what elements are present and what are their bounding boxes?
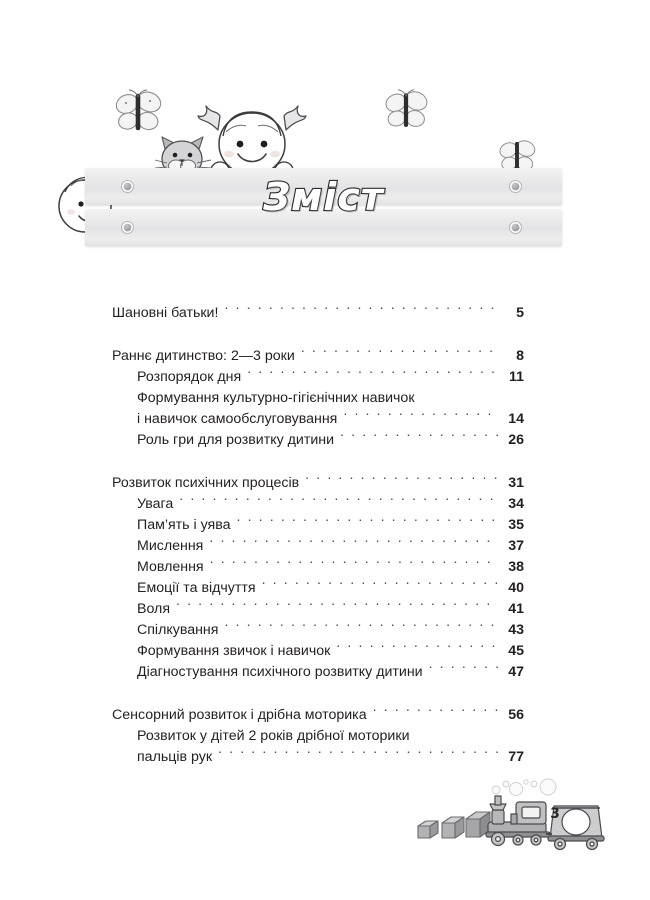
toc-entry-page: 8 xyxy=(516,348,524,364)
screw-icon xyxy=(510,181,521,192)
toc-section xyxy=(112,473,524,683)
screw-icon xyxy=(122,181,133,192)
toc-entry-label: Спілкування xyxy=(137,622,219,638)
toc-entry-label: Сенсорний розвиток і дрібна моторика xyxy=(112,707,367,723)
toc-entry-sub[interactable] xyxy=(112,515,524,536)
toc-entry-page: 77 xyxy=(508,749,524,765)
toc-entry-label: Розвиток у дітей 2 років дрібної моторики xyxy=(137,728,410,744)
title-board xyxy=(85,168,562,246)
table-of-contents xyxy=(112,303,524,768)
toc-entry-page: 38 xyxy=(508,559,524,575)
toc-dot-leader xyxy=(176,599,498,613)
toc-dot-leader xyxy=(224,620,498,634)
board-plank-bottom xyxy=(85,209,562,246)
toc-entry-sub[interactable] xyxy=(112,430,524,451)
toc-dot-leader xyxy=(416,726,499,740)
toc-entry-label: Розпорядок дня xyxy=(137,369,242,385)
toc-entry-label: Воля xyxy=(137,601,171,617)
header-illustration xyxy=(0,0,650,270)
toc-entry-sub[interactable] xyxy=(112,726,524,747)
toc-entry-label: Емоції та відчуття xyxy=(137,580,256,596)
toc-entry-sub[interactable] xyxy=(112,409,524,430)
toc-entry-label: Раннє дитинство: 2—3 роки xyxy=(112,348,295,364)
toc-dot-leader xyxy=(262,578,498,592)
toc-entry-page: 11 xyxy=(509,369,524,385)
toc-entry-page: 47 xyxy=(508,664,524,680)
page-title: Зміст xyxy=(263,175,384,219)
toc-entry-page: 41 xyxy=(508,601,524,617)
toc-dot-leader xyxy=(429,662,498,676)
toc-dot-leader xyxy=(340,430,498,444)
toc-entry-page: 35 xyxy=(508,517,524,533)
page-number: 3 xyxy=(550,806,560,822)
toc-entry-page: 37 xyxy=(508,538,524,554)
toc-entry-sub[interactable] xyxy=(112,747,524,768)
toc-dot-leader xyxy=(301,346,498,360)
toc-entry-label: Розвиток психічних процесів xyxy=(112,475,300,491)
toy-train-illustration xyxy=(410,778,610,853)
toc-entry-label: Діагностування психічного розвитку дитини xyxy=(137,664,423,680)
toc-entry-label: Мовлення xyxy=(137,559,204,575)
toc-entry-label: Формування звичок і навичок xyxy=(137,643,331,659)
toc-entry-page: 31 xyxy=(508,475,524,491)
toc-entry-page: 34 xyxy=(508,496,524,512)
toc-dot-leader xyxy=(237,515,499,529)
toc-entry-sub[interactable] xyxy=(112,557,524,578)
toc-entry-main[interactable] xyxy=(112,303,524,324)
toc-dot-leader xyxy=(343,409,498,423)
toc-entry-label: Шановні батьки! xyxy=(112,305,219,321)
toc-entry-page: 5 xyxy=(516,305,524,321)
toc-dot-leader xyxy=(209,536,498,550)
toc-section xyxy=(112,303,524,324)
toc-entry-label: Роль гри для розвитку дитини xyxy=(137,432,335,448)
toc-dot-leader xyxy=(373,705,498,719)
butterfly-icon xyxy=(380,88,432,136)
toc-dot-leader xyxy=(210,557,498,571)
toc-entry-label: Увага xyxy=(137,496,174,512)
toc-section xyxy=(112,346,524,451)
toc-entry-main[interactable] xyxy=(112,705,524,726)
toc-entry-sub[interactable] xyxy=(112,494,524,515)
toc-dot-leader xyxy=(218,747,498,761)
toc-entry-sub[interactable] xyxy=(112,367,524,388)
toc-dot-leader xyxy=(305,473,498,487)
board-plank-top xyxy=(85,168,562,205)
toc-entry-page: 26 xyxy=(508,432,524,448)
toc-dot-leader xyxy=(336,641,498,655)
toc-entry-sub[interactable] xyxy=(112,388,524,409)
toc-dot-leader xyxy=(179,494,498,508)
toc-entry-label: і навичок самообслуговування xyxy=(137,411,338,427)
toc-entry-page: 56 xyxy=(508,707,524,723)
toc-entry-page: 43 xyxy=(508,622,524,638)
toc-entry-main[interactable] xyxy=(112,346,524,367)
screw-icon xyxy=(122,222,133,233)
toc-entry-page: 45 xyxy=(508,643,524,659)
toc-section xyxy=(112,705,524,768)
toc-entry-sub[interactable] xyxy=(112,662,524,683)
toc-entry-sub[interactable] xyxy=(112,536,524,557)
toc-entry-sub[interactable] xyxy=(112,620,524,641)
toc-dot-leader xyxy=(247,367,498,381)
toc-entry-main[interactable] xyxy=(112,473,524,494)
toc-entry-page: 40 xyxy=(508,580,524,596)
toc-entry-label: Формування культурно-гігієнічних навичок xyxy=(137,390,415,406)
toc-entry-label: Мислення xyxy=(137,538,204,554)
toc-entry-sub[interactable] xyxy=(112,578,524,599)
toc-dot-leader xyxy=(421,388,498,402)
toc-entry-sub[interactable] xyxy=(112,599,524,620)
toc-entry-label: пальців рук xyxy=(137,749,213,765)
toc-entry-page: 14 xyxy=(508,411,524,427)
screw-icon xyxy=(510,222,521,233)
toc-entry-label: Пам’ять і уява xyxy=(137,517,231,533)
toc-dot-leader xyxy=(224,303,498,317)
toc-entry-sub[interactable] xyxy=(112,641,524,662)
